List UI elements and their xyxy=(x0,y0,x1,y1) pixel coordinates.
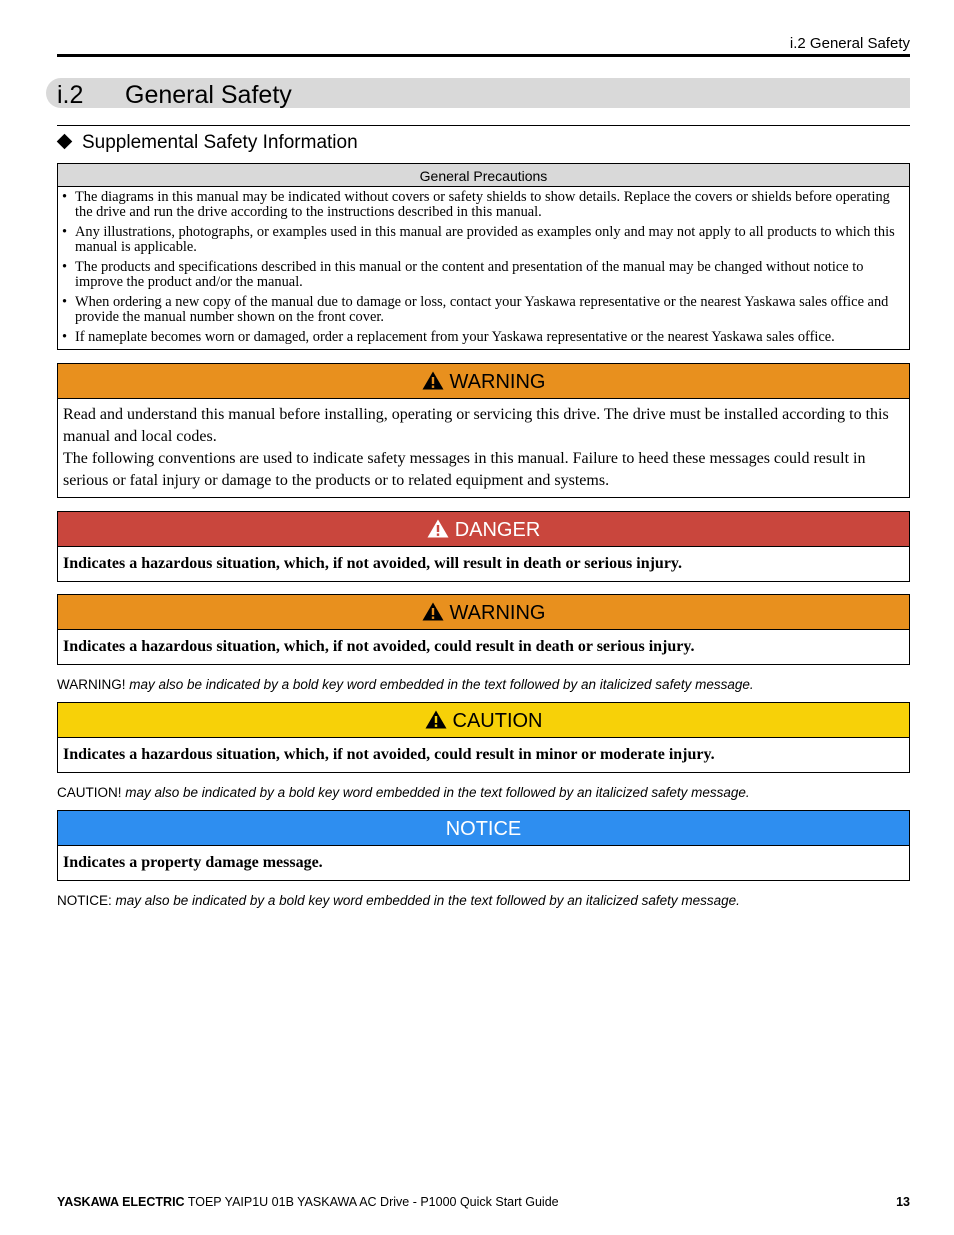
danger-box xyxy=(57,511,910,582)
warning-intro-header xyxy=(58,364,909,399)
caution-note-key: CAUTION! xyxy=(57,785,122,800)
list-item: • When ordering a new copy of the manual due to damage or loss, contact your Yaskawa representative or the nearest Yaskawa sales office and provide the manual number shown on the front cover. xyxy=(58,295,909,325)
warning-triangle-icon xyxy=(422,371,444,390)
warning-intro-body xyxy=(58,399,909,497)
footer-brand: YASKAWA ELECTRIC xyxy=(57,1195,185,1209)
subsection-title: Supplemental Safety Information xyxy=(82,132,358,153)
caution-header xyxy=(58,703,909,738)
warning-triangle-icon xyxy=(422,602,444,621)
footer-document-title: TOEP YAIP1U 01B YASKAWA AC Drive - P1000 Quick Start Guide xyxy=(184,1195,559,1209)
list-item: • If nameplate becomes worn or damaged, order a replacement from your Yaskawa representative or the nearest Yaskawa sales office. xyxy=(58,330,909,345)
notice-text: Indicates a property damage message. xyxy=(63,854,323,871)
notice-note-key: NOTICE: xyxy=(57,893,112,908)
section-title: General Safety xyxy=(125,81,292,109)
warning-intro-label: WARNING xyxy=(449,371,546,393)
warning-text: Indicates a hazardous situation, which, if not avoided, could result in death or serious injury. xyxy=(63,638,695,655)
caution-text: Indicates a hazardous situation, which, if not avoided, could result in minor or moderate injury. xyxy=(63,746,715,763)
caution-label: CAUTION xyxy=(452,710,543,732)
section-heading xyxy=(46,78,910,108)
subsection-heading xyxy=(57,131,358,155)
warning-intro-paragraph: Read and understand this manual before installing, operating or servicing this drive. The drive must be installed according to this manual and local codes. xyxy=(63,406,889,445)
notice-header xyxy=(58,811,909,846)
caution-note xyxy=(57,785,750,800)
diamond-bullet-icon xyxy=(57,134,73,150)
warning-note-key: WARNING! xyxy=(57,677,126,692)
notice-box xyxy=(57,810,910,881)
warning-note-text: may also be indicated by a bold key word embedded in the text followed by an italicized safety message. xyxy=(125,677,754,692)
list-item: • The products and specifications described in this manual or the content and presentation of the manual may be changed without notice to improve the product and/or the manual. xyxy=(58,260,909,290)
caution-box xyxy=(57,702,910,773)
danger-label: DANGER xyxy=(454,519,541,541)
danger-text: Indicates a hazardous situation, which, if not avoided, will result in death or serious injury. xyxy=(63,555,683,572)
section-number: i.2 xyxy=(57,81,84,109)
list-item: • The diagrams in this manual may be indicated without covers or safety shields to show details. Replace the covers or shields before operating the drive and run the drive according to the instructions described in this manual. xyxy=(58,190,909,220)
precautions-list xyxy=(58,187,909,349)
caution-note-text: may also be indicated by a bold key word embedded in the text followed by an italicized safety message. xyxy=(121,785,750,800)
danger-header xyxy=(58,512,909,547)
danger-triangle-icon xyxy=(427,519,449,538)
page-number: 13 xyxy=(896,1195,910,1209)
warning-header xyxy=(58,595,909,630)
warning-box xyxy=(57,594,910,665)
notice-note xyxy=(57,893,740,908)
warning-intro-paragraph: The following conventions are used to indicate safety messages in this manual. Failure to heed these messages could result in serious or fatal injury or damage to the products or to related equipment and systems. xyxy=(63,450,866,489)
page-footer xyxy=(57,1193,910,1211)
warning-intro-box xyxy=(57,363,910,498)
general-precautions-table xyxy=(57,163,910,350)
list-item: • Any illustrations, photographs, or examples used in this manual are provided as examples only and may not apply to all products to which this manual is applicable. xyxy=(58,225,909,255)
subsection-rule xyxy=(57,125,910,126)
warning-label: WARNING xyxy=(449,602,546,624)
caution-triangle-icon xyxy=(425,710,447,729)
precautions-title: General Precautions xyxy=(58,164,909,187)
notice-label: NOTICE xyxy=(445,818,522,840)
running-header: i.2 General Safety xyxy=(57,34,910,57)
notice-note-text: may also be indicated by a bold key word embedded in the text followed by an italicized safety message. xyxy=(111,893,740,908)
warning-note xyxy=(57,677,754,692)
